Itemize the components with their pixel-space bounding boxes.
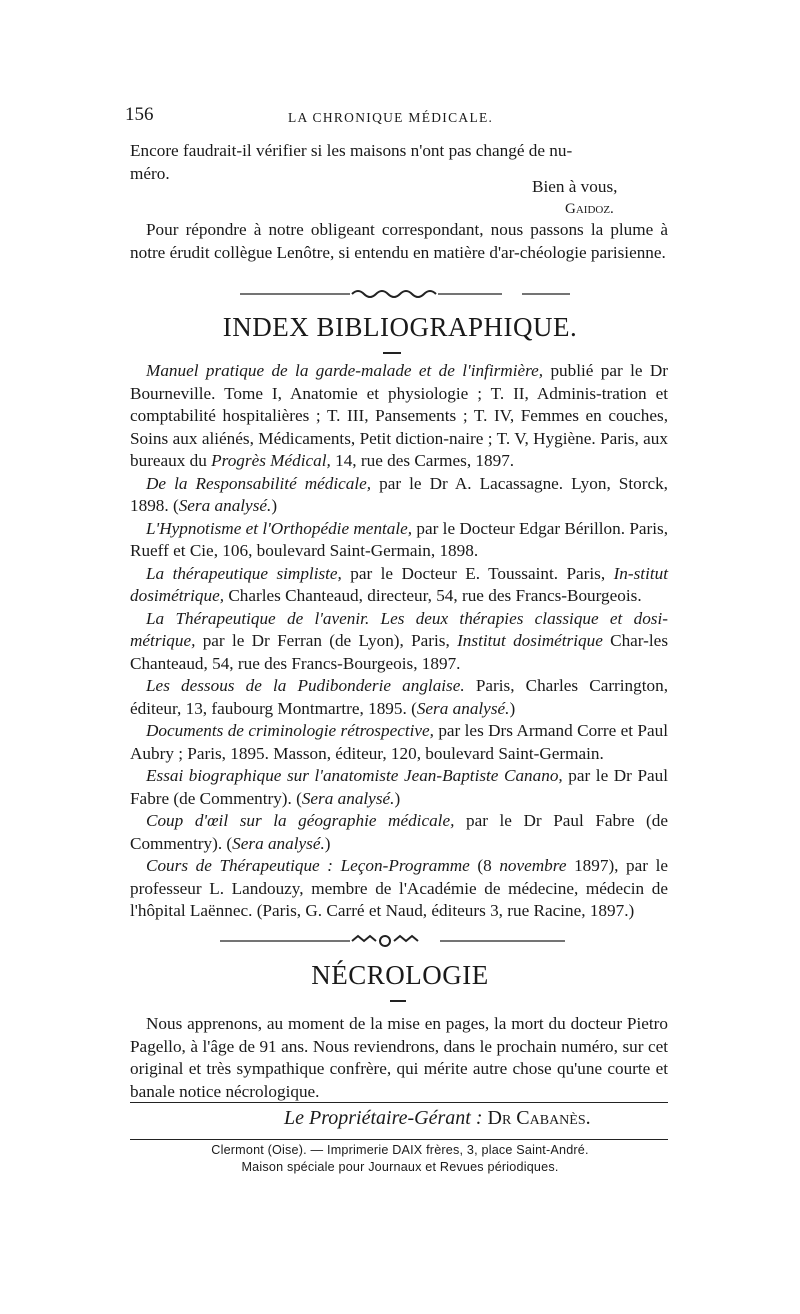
- entry-title-secondary: Sera analysé.: [416, 698, 510, 718]
- entry-text: par le Dr Paul Fabre (de Commentry). (: [130, 811, 668, 853]
- index-entry: [130, 360, 668, 473]
- intro-line1: Encore faudrait-il vérifier si les maisons n'ont pas changé de nu-: [130, 141, 573, 160]
- signature: Gaidoz.: [565, 201, 614, 217]
- entry-title: La thérapeutique simpliste,: [146, 563, 342, 583]
- entry-title-secondary: Sera analysé.: [178, 496, 272, 515]
- entry-text-secondary: ): [324, 833, 331, 853]
- page-number: 156: [125, 104, 154, 125]
- entry-text-secondary: ): [509, 698, 516, 718]
- entry-text: Paris, Charles Carrington, éditeur, 13, faubourg Montmartre, 1895. (: [130, 676, 669, 718]
- entry-title: Essai biographique sur l'anatomiste Jean-Baptiste Canano,: [146, 766, 563, 785]
- entry-text: par le Dr Paul Fabre (de Commentry). (: [130, 766, 668, 808]
- title-dash: [383, 352, 401, 354]
- entry-title: La Thérapeutique de l'avenir. Les deux thérapies classique et dosi-métrique,: [130, 608, 668, 650]
- index-entries: [130, 360, 668, 923]
- gerant-line: [284, 1107, 591, 1130]
- index-entry: [130, 765, 668, 810]
- index-entry: [130, 518, 668, 563]
- entry-title: L'Hypnotisme et l'Orthopédie mentale,: [146, 518, 413, 538]
- entry-title-secondary: Progrès Médical,: [211, 451, 331, 470]
- rule-gerant-bottom: [130, 1139, 668, 1140]
- ornament-rule-top: [240, 284, 570, 304]
- entry-title: Manuel pratique de la garde-malade et de l'infirmière,: [146, 361, 544, 380]
- index-entry: [130, 720, 668, 765]
- entry-title: De la Responsabilité médicale,: [146, 473, 372, 493]
- index-entry: [130, 855, 668, 923]
- entry-text: par le Docteur Edgar Bérillon. Paris, Rueff et Cie, 106, boulevard Saint-Germain, 1898.: [130, 518, 668, 560]
- index-entry: [130, 563, 668, 608]
- entry-text: par le Docteur E. Toussaint. Paris,: [341, 563, 614, 583]
- printer-line1: Clermont (Oise). — Imprimerie DAIX frères, 3, place Saint-André.: [211, 1143, 589, 1157]
- printer-line2: Maison spéciale pour Journaux et Revues périodiques.: [241, 1160, 559, 1174]
- gerant-label: Le Propriétaire-Gérant :: [284, 1107, 483, 1129]
- entry-text-secondary: 1897), par le professeur L. Landouzy, membre de l'Académie de médecine, médecin de l'hôpital Laënnec. (Paris, G. Carré et Naud, éditeurs 3, rue Racine, 1897.): [130, 856, 669, 920]
- intro-paragraph-text: Pour répondre à notre obligeant correspondant, nous passons la plume à notre érudit collègue Lenôtre, si entendu en matière d'ar-chéologie parisienne.: [130, 220, 668, 262]
- entry-title: Les dessous de la Pudibonderie anglaise.: [146, 676, 465, 695]
- gerant-name: Dr Cabanès.: [487, 1107, 591, 1129]
- index-entry: [130, 608, 668, 676]
- necrologie-dash: [390, 1000, 406, 1002]
- index-title: INDEX BIBLIOGRAPHIQUE.: [222, 312, 578, 342]
- entry-text: par les Drs Armand Corre et Paul Aubry ; Paris, 1895. Masson, éditeur, 120, boulevard Saint-Germain.: [130, 721, 668, 763]
- entry-title-secondary: Sera analysé.: [232, 833, 325, 853]
- entry-title-secondary: In-stitut dosimétrique,: [130, 563, 668, 605]
- entry-text: publié par le Dr Bourneville. Tome I, Anatomie et physiologie ; T. II, Adminis-tration et comptabilité hospitalières ; T. III, Pansements ; T. IV, Femmes en couches, Soins aux aliénés, Médicaments, Petit diction-naire ; T. V, Hygiène. Paris, aux bureaux du: [130, 361, 668, 470]
- index-entry: [130, 473, 668, 518]
- closing: Bien à vous,: [532, 177, 618, 196]
- entry-title: Cours de Thérapeutique : Leçon-Programme: [146, 856, 470, 875]
- entry-title-secondary: Institut dosimétrique: [457, 631, 603, 650]
- entry-text: par le Dr A. Lacassagne. Lyon, Storck, 1898. (: [130, 473, 668, 515]
- entry-title: Documents de criminologie rétrospective,: [146, 721, 434, 740]
- entry-text-secondary: ): [271, 496, 278, 515]
- entry-title-secondary: Sera analysé.: [301, 788, 395, 808]
- running-title: LA CHRONIQUE MÉDICALE.: [288, 110, 494, 125]
- entry-text-secondary: Charles Chanteaud, directeur, 54, rue des Francs-Bourgeois.: [224, 586, 642, 605]
- necrologie-paragraph: Nous apprenons, au moment de la mise en pages, la mort du docteur Pietro Pagello, à l'âge de 91 ans. Nous reviendrons, dans le prochain numéro, sur cet original et très sympathique confrère, qui mérite autre chose qu'une courte et banale notice nécrologique.: [130, 1014, 668, 1101]
- ornament-rule-middle: [220, 932, 565, 950]
- rule-gerant-top: [130, 1102, 668, 1103]
- entry-text-secondary: Char-les Chanteaud, 54, rue des Francs-Bourgeois, 1897.: [130, 631, 669, 673]
- entry-text-secondary: ): [394, 788, 401, 808]
- entry-title: Coup d'œil sur la géographie médicale,: [146, 811, 455, 830]
- entry-text: (8: [469, 856, 500, 875]
- entry-text: par le Dr Ferran (de Lyon), Paris,: [195, 631, 458, 650]
- index-entry: [130, 675, 668, 720]
- entry-title-secondary: novembre: [499, 856, 567, 875]
- necrologie-block: [130, 1013, 668, 1103]
- necrologie-title: NÉCROLOGIE: [311, 960, 489, 990]
- intro-line2: méro.: [130, 163, 170, 183]
- intro-paragraph: [130, 219, 668, 264]
- index-entry: [130, 810, 668, 855]
- entry-text-secondary: 14, rue des Carmes, 1897.: [330, 451, 515, 470]
